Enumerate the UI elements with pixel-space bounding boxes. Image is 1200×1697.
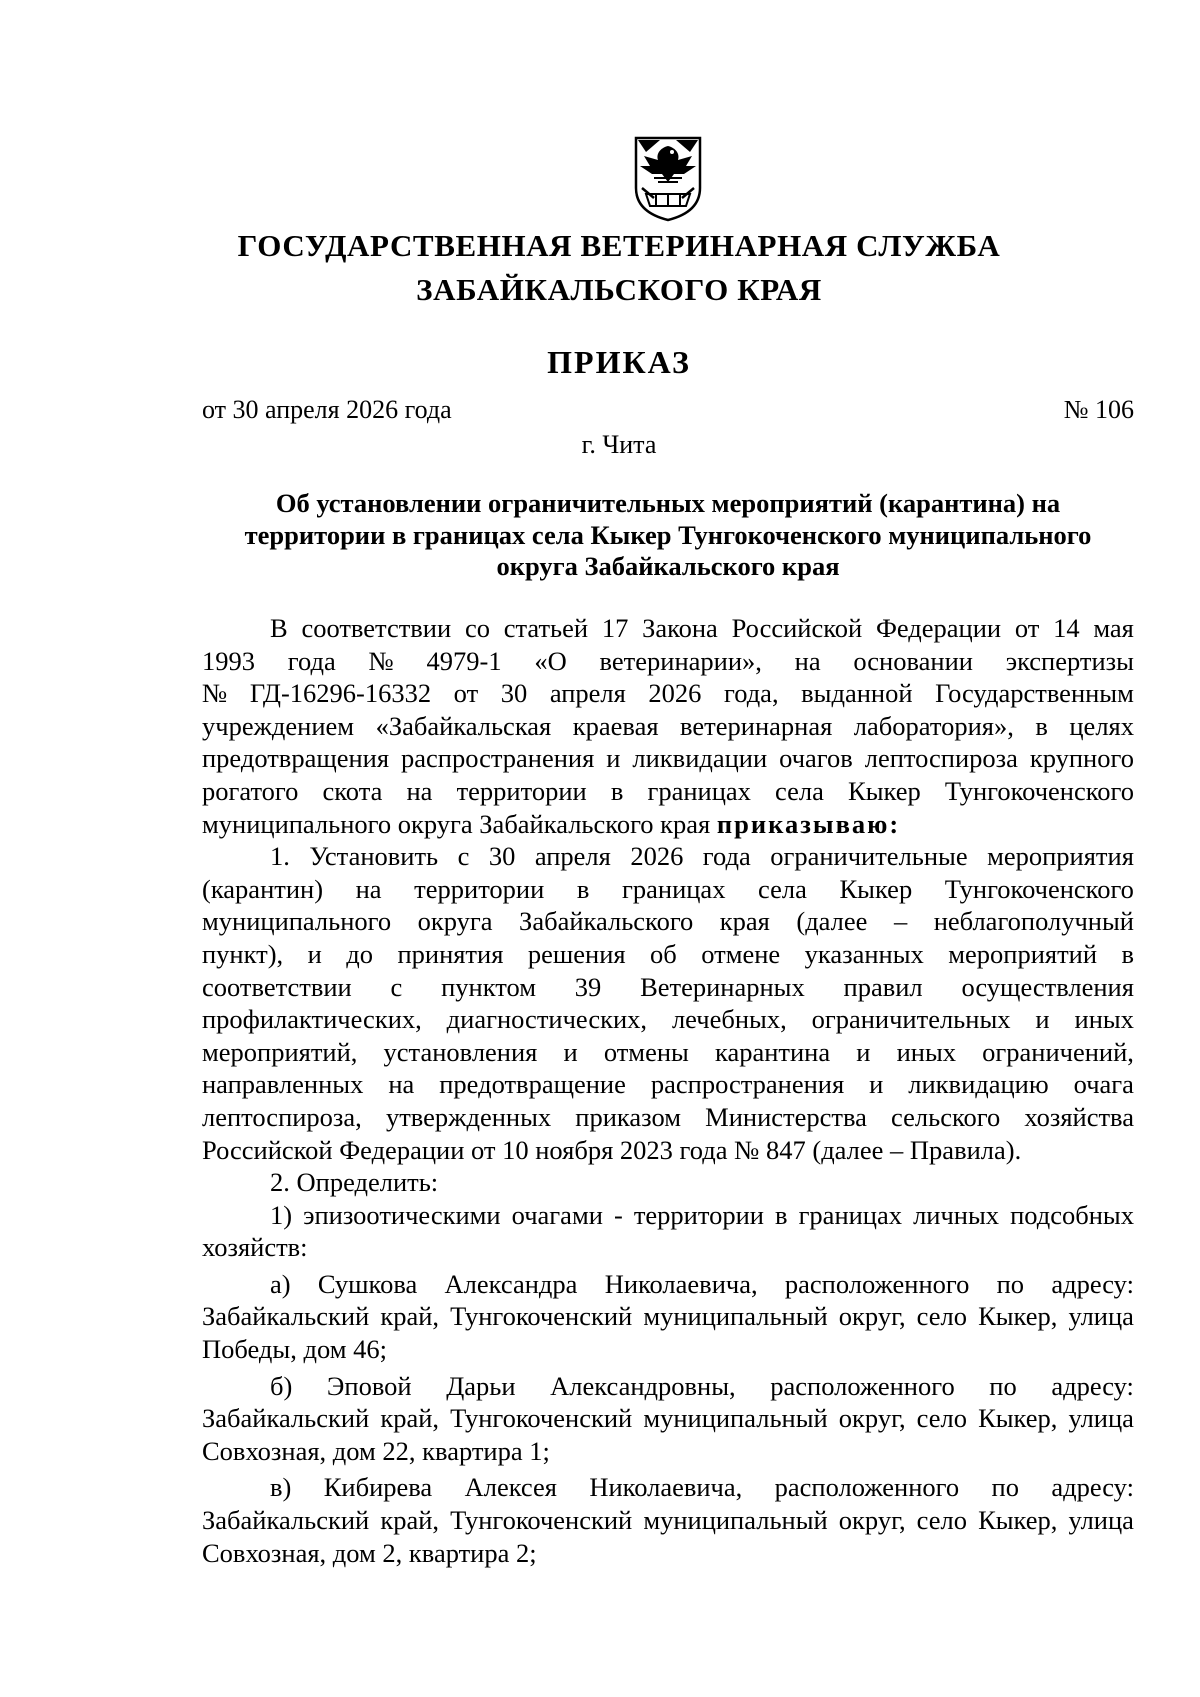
body-line: (карантин) на территории в границах села Кыкер Тунгокоченского [202, 873, 1134, 904]
document-number: № 106 [1063, 395, 1134, 424]
organization-line-1: ГОСУДАРСТВЕННАЯ ВЕТЕРИНАРНАЯ СЛУЖБА [237, 228, 1001, 263]
body-line: муниципального округа Забайкальского края (далее – неблагополучный [202, 906, 1134, 937]
document-date: от 30 апреля 2026 года [202, 395, 452, 424]
document-subject [202, 488, 1134, 583]
body-line: мероприятий, установления и отмены карантина и иных ограничений, [202, 1036, 1134, 1067]
document-city: г. Чита [581, 430, 657, 459]
body-line: предотвращения распространения и ликвидации очагов лептоспироза крупного [202, 743, 1134, 774]
subject-line: округа Забайкальского края [496, 551, 840, 581]
body-line: Победы, дом 46; [202, 1334, 387, 1365]
body-line: Российской Федерации от 10 ноября 2023 года № 847 (далее – Правила). [202, 1134, 1022, 1165]
body-line: хозяйств: [202, 1232, 308, 1263]
body-line: 1. Установить с 30 апреля 2026 года ограничительные мероприятия [270, 841, 1134, 872]
body-line: направленных на предотвращение распространения и ликвидацию очага [202, 1069, 1134, 1100]
body-line: В соответствии со статьей 17 Закона Российской Федерации от 14 мая [270, 613, 1134, 643]
subject-line: Об установлении ограничительных мероприятий (карантина) на [275, 488, 1061, 518]
body-line: Забайкальский край, Тунгокоченский муниципальный округ, село Кыкер, улица [202, 1403, 1134, 1434]
body-line: а) Сушкова Александра Николаевича, расположенного по адресу: [270, 1268, 1134, 1299]
body-line: Забайкальский край, Тунгокоченский муниципальный округ, село Кыкер, улица [202, 1301, 1134, 1332]
date-number-line [202, 395, 1134, 425]
body-line: Совхозная, дом 2, квартира 2; [202, 1537, 537, 1568]
body-line: рогатого скота на территории в границах села Кыкер Тунгокоченского [202, 775, 1134, 806]
body-line: учреждением «Забайкальская краевая ветеринарная лаборатория», в целях [202, 710, 1134, 741]
coat-of-arms-icon [632, 136, 704, 222]
body-line: соответствии с пунктом 39 Ветеринарных правил осуществления [202, 971, 1134, 1002]
body-line: № ГД-16296-16332 от 30 апреля 2026 года, выданной Государственным [202, 678, 1134, 709]
organization-line-2: ЗАБАЙКАЛЬСКОГО КРАЯ [416, 272, 822, 307]
body-line: б) Эповой Дарьи Александровны, расположенного по адресу: [270, 1370, 1134, 1401]
body-line: лептоспироза, утвержденных приказом Министерства сельского хозяйства [202, 1101, 1134, 1132]
document-body [202, 612, 1134, 1569]
body-line: 2. Определить: [270, 1167, 439, 1198]
document-type: ПРИКАЗ [547, 344, 691, 380]
body-line: профилактических, диагностических, лечебных, ограничительных и иных [202, 1004, 1134, 1035]
body-line: Совхозная, дом 22, квартира 1; [202, 1435, 550, 1466]
order-emphasis: приказываю: [716, 808, 901, 839]
body-line: пункт), и до принятия решения об отмене указанных мероприятий в [202, 938, 1134, 969]
subject-line: территории в границах села Кыкер Тунгокоченского муниципального [244, 519, 1092, 550]
body-line: в) Кибирева Алексея Николаевича, расположенного по адресу: [270, 1472, 1134, 1503]
body-line: 1993 года № 4979-1 «О ветеринарии», на основании экспертизы [202, 645, 1134, 676]
body-line: муниципального округа Забайкальского края приказываю: [202, 808, 901, 839]
body-line: 1) эпизоотическими очагами - территории в границах личных подсобных [270, 1199, 1134, 1230]
organization-name [0, 224, 1200, 312]
body-line: Забайкальский край, Тунгокоченский муниципальный округ, село Кыкер, улица [202, 1505, 1134, 1536]
